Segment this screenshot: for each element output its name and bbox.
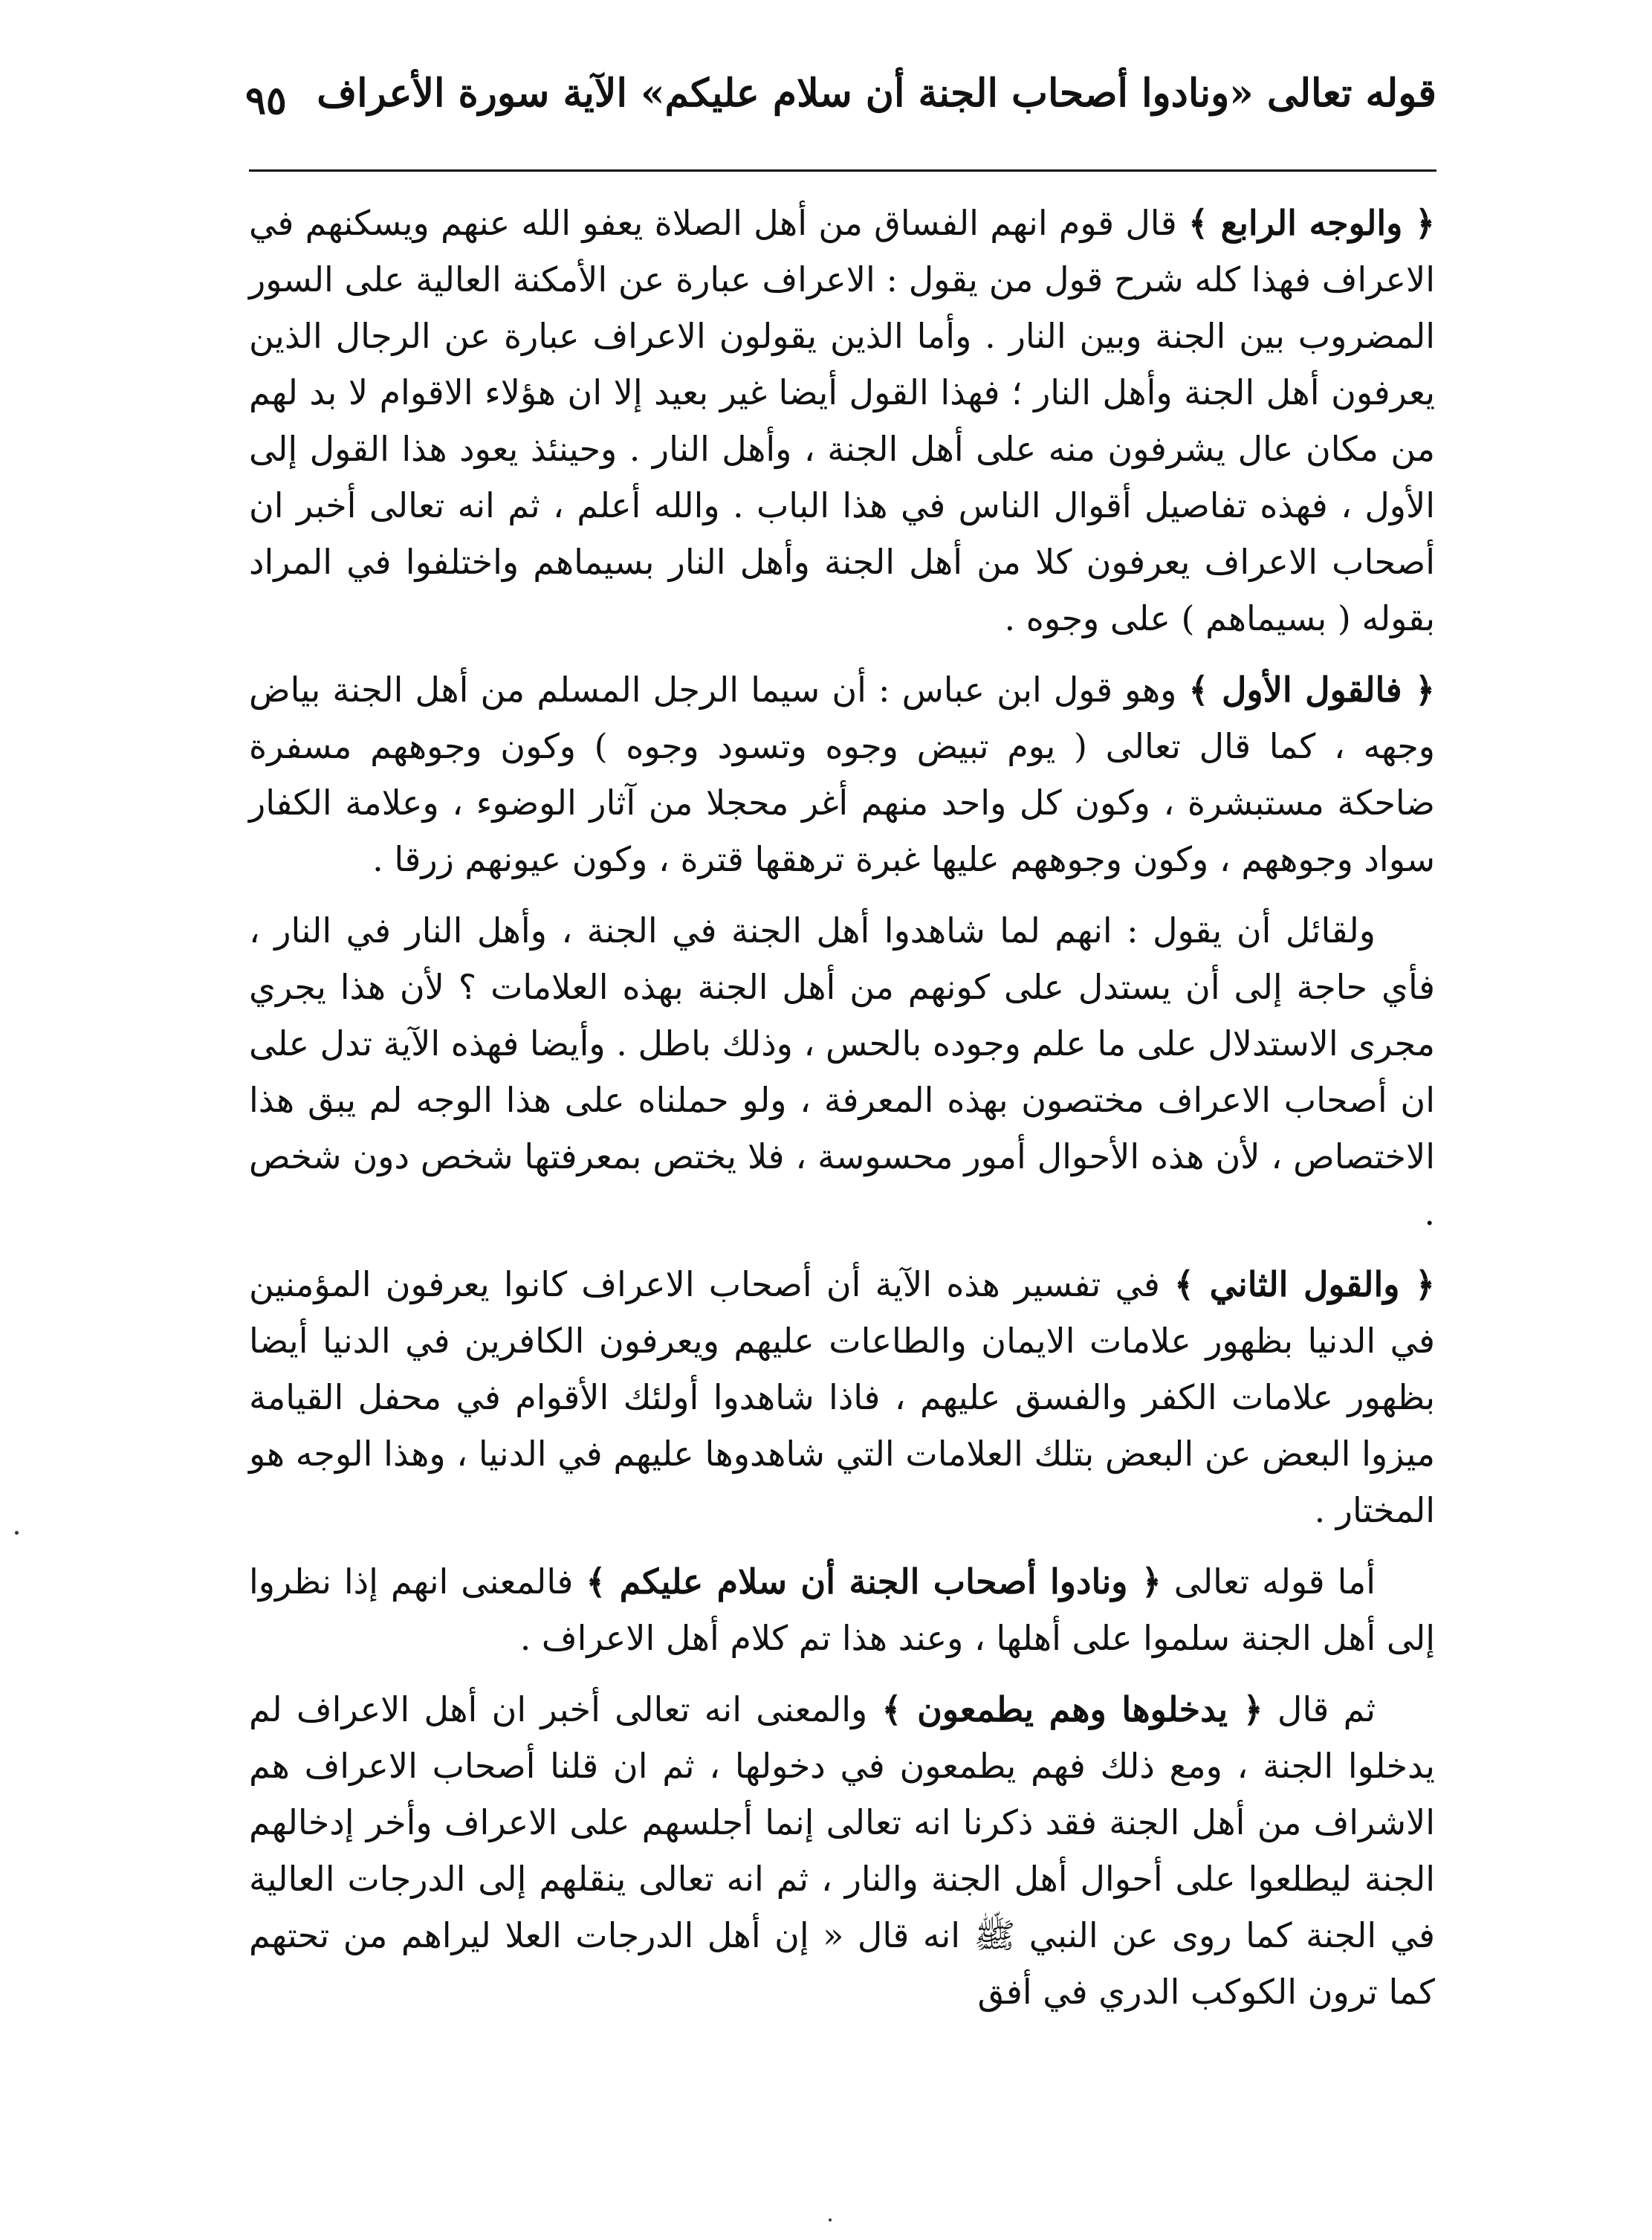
paragraph-lead: ﴿ فالقول الأول ﴾ [1188, 670, 1436, 710]
paragraph-pre: ثم قال [1263, 1689, 1376, 1729]
paragraph-1 [249, 195, 1435, 647]
quranic-quote: ﴿ ونادوا أصحاب الجنة أن سلام عليكم ﴾ [586, 1561, 1162, 1602]
paragraph-text: والمعنى انه تعالى أخبر ان أهل الاعراف لم يدخلوا الجنة ، ومع ذلك فهم يطمعون في دخولها ، ثم ان قلنا أصحاب الاعراف هم الاشراف من أهل الجنة فقد ذكرنا انه تعالى إنما أجلسهم على الاعراف وأخر إدخالهم الجنة ليطلعوا على أحوال أهل الجنة والنار ، ثم انه تعالى ينقلهم إلى الدرجات العالية في الجنة كما روى عن النبي ﷺ انه قال « إن أهل الدرجات العلا ليراهم من تحتهم كما ترون الكوكب الدري في أفق [249, 1689, 1435, 2012]
header-divider [249, 169, 1436, 172]
paragraph-lead: ﴿ والوجه الرابع ﴾ [1188, 203, 1435, 243]
paragraph-text: في تفسير هذه الآية أن أصحاب الاعراف كانوا يعرفون المؤمنين في الدنيا بظهور علامات الايمان والطاعات عليهم ويعرفون الكافرين في الدنيا أيضا بظهور علامات الكفر والفسق عليهم ، فاذا شاهدوا أولئك الأقوام في محفل القيامة ميزوا البعض عن البعض بتلك العلامات التي شاهدوها عليهم في الدنيا ، وهذا الوجه هو المختار . [249, 1264, 1435, 1530]
paragraph-pre: أما قوله تعالى [1161, 1561, 1376, 1602]
page-header [245, 71, 1436, 152]
paragraph-text: ولقائل أن يقول : انهم لما شاهدوا أهل الجنة في الجنة ، وأهل النار في النار ، فأي حاجة إلى أن يستدل على كونهم من أهل الجنة بهذه العلامات ؟ لأن هذا يجري مجرى الاستدلال على ما علم وجوده بالحس ، وذلك باطل . وأيضا فهذه الآية تدل على ان أصحاب الاعراف مختصون بهذه المعرفة ، ولو حملناه على هذا الوجه لم يبق هذا الاختصاص ، لأن هذه الأحوال أمور محسوسة ، فلا يختص بمعرفتها شخص دون شخص . [249, 910, 1435, 1233]
scan-speck [829, 2218, 832, 2221]
paragraph-5 [249, 1553, 1435, 1666]
scan-speck [15, 1531, 19, 1535]
paragraph-3 [249, 902, 1435, 1241]
paragraph-text: فالمعنى انهم إذا نظروا إلى أهل الجنة سلموا على أهلها ، وعند هذا تم كلام أهل الاعراف . [249, 1561, 1435, 1658]
running-title: قوله تعالى «ونادوا أصحاب الجنة أن سلام عليكم» الآية سورة الأعراف [317, 71, 1436, 116]
paragraph-6 [249, 1681, 1435, 2020]
paragraph-4 [249, 1256, 1435, 1538]
paragraph-lead: ﴿ والقول الثاني ﴾ [1174, 1264, 1435, 1304]
paragraph-2 [249, 661, 1435, 887]
paragraph-text: وهو قول ابن عباس : أن سيما الرجل المسلم من أهل الجنة بياض وجهه ، كما قال تعالى ( يوم تبيض وجوه وتسود وجوه ) وكون وجوههم مسفرة ضاحكة مستبشرة ، وكون كل واحد منهم أغر محجلا من آثار الوضوء ، وعلامة الكفار سواد وجوههم ، وكون وجوههم عليها غبرة ترهقها قترة ، وكون عيونهم زرقا . [249, 670, 1435, 879]
page-body [249, 195, 1435, 2035]
quranic-quote: ﴿ يدخلوها وهم يطمعون ﴾ [881, 1689, 1263, 1729]
paragraph-text: قال قوم انهم الفساق من أهل الصلاة يعفو الله عنهم ويسكنهم في الاعراف فهذا كله شرح قول من يقول : الاعراف عبارة عن الأمكنة العالية على السور المضروب بين الجنة وبين النار . وأما الذين يقولون الاعراف عبارة عن الرجال الذين يعرفون أهل الجنة وأهل النار ؛ فهذا القول أيضا غير بعيد إلا ان هؤلاء الاقوام لا بد لهم من مكان عال يشرفون منه على أهل الجنة ، وأهل النار . وحينئذ يعود هذا القول إلى الأول ، فهذه تفاصيل أقوال الناس في هذا الباب . والله أعلم ، ثم انه تعالى أخبر ان أصحاب الاعراف يعرفون كلا من أهل الجنة وأهل النار بسيماهم واختلفوا في المراد بقوله ( بسيماهم ) على وجوه . [249, 203, 1435, 638]
page-number: ٩٥ [245, 78, 287, 123]
